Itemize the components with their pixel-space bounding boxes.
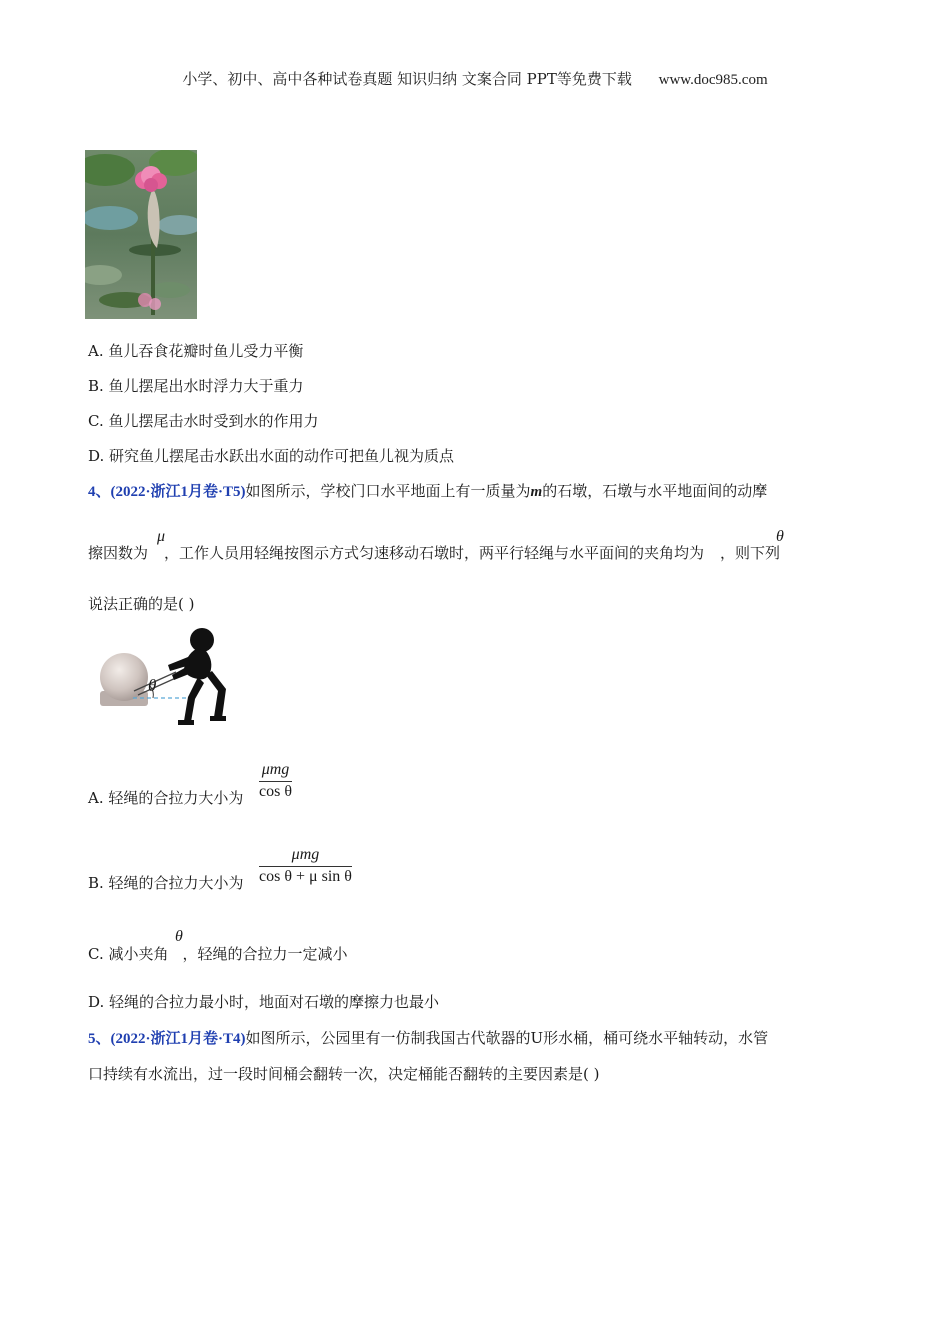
q4-option-b	[88, 872, 244, 893]
frac-b-numerator: μmg	[291, 846, 320, 863]
frac-a-denominator: cos θ	[259, 783, 292, 800]
symbol-theta: θ	[776, 528, 784, 545]
var-m: m	[530, 484, 543, 500]
q3-option-a: A. 鱼儿吞食花瓣时鱼儿受力平衡	[88, 342, 304, 360]
q4-option-a-text: A. 轻绳的合拉力大小为	[88, 789, 244, 807]
q3-option-c: C. 鱼儿摆尾击水时受到水的作用力	[88, 412, 319, 430]
q5-number: 5、(2022·浙江1月卷·T4)	[88, 1031, 246, 1047]
q4-option-d: D. 轻绳的合拉力最小时，地面对石墩的摩擦力也最小	[88, 993, 440, 1011]
q4-line1-b: 的石墩，石墩与水平地面间的动摩	[542, 482, 768, 500]
q4-number: 4、(2022·浙江1月卷·T5)	[88, 484, 246, 500]
q4-stem-line2	[88, 542, 780, 563]
q4-line1-a: 如图所示，学校门口水平地面上有一质量为	[245, 482, 531, 500]
q4-option-c-b: ，轻绳的合拉力一定减小	[182, 945, 348, 963]
header-text: 小学、初中、高中各种试卷真题 知识归纳 文案合同 PPT等免费下载	[182, 70, 632, 88]
q4-stem-line3: 说法正确的是( )	[88, 595, 195, 613]
option-c-theta: θ	[175, 928, 183, 945]
q5-stem-line1	[88, 1027, 768, 1048]
q4-option-c	[88, 943, 348, 964]
fish-lotus-photo	[85, 150, 197, 319]
q5-stem-line2: 口持续有水流出，过一段时间桶会翻转一次，决定桶能否翻转的主要因素是( )	[88, 1065, 600, 1083]
figure-theta-label: θ	[148, 676, 157, 695]
frac-b-denominator: cos θ + μ sin θ	[259, 868, 352, 885]
header-site: www.doc985.com	[658, 72, 768, 88]
q4-option-a	[88, 787, 243, 808]
frac-a-numerator: μmg	[261, 761, 290, 778]
q3-option-d: D. 研究鱼儿摆尾击水跃出水面的动作可把鱼儿视为质点	[88, 447, 455, 465]
q4-option-b-fraction	[259, 846, 352, 886]
q4-option-c-a: C. 减小夹角	[88, 945, 169, 963]
q4-line2-b: ，工作人员用轻绳按图示方式匀速移动石墩时，两平行轻绳与水平面间的夹角均为	[164, 544, 705, 562]
q4-option-b-text: B. 轻绳的合拉力大小为	[88, 874, 244, 892]
stone-pier-figure	[98, 625, 228, 730]
q4-option-a-fraction	[259, 761, 292, 801]
q4-stem-line1	[88, 480, 767, 501]
page-header	[0, 68, 950, 89]
q4-line2-a: 擦因数为	[88, 544, 149, 562]
q4-line2-c: ，则下列	[720, 544, 781, 562]
q5-line1: 如图所示，公园里有一仿制我国古代欹器的U形水桶，桶可绕水平轴转动，水管	[245, 1029, 769, 1047]
q3-option-b: B. 鱼儿摆尾出水时浮力大于重力	[88, 377, 304, 395]
symbol-mu: μ	[157, 528, 166, 545]
